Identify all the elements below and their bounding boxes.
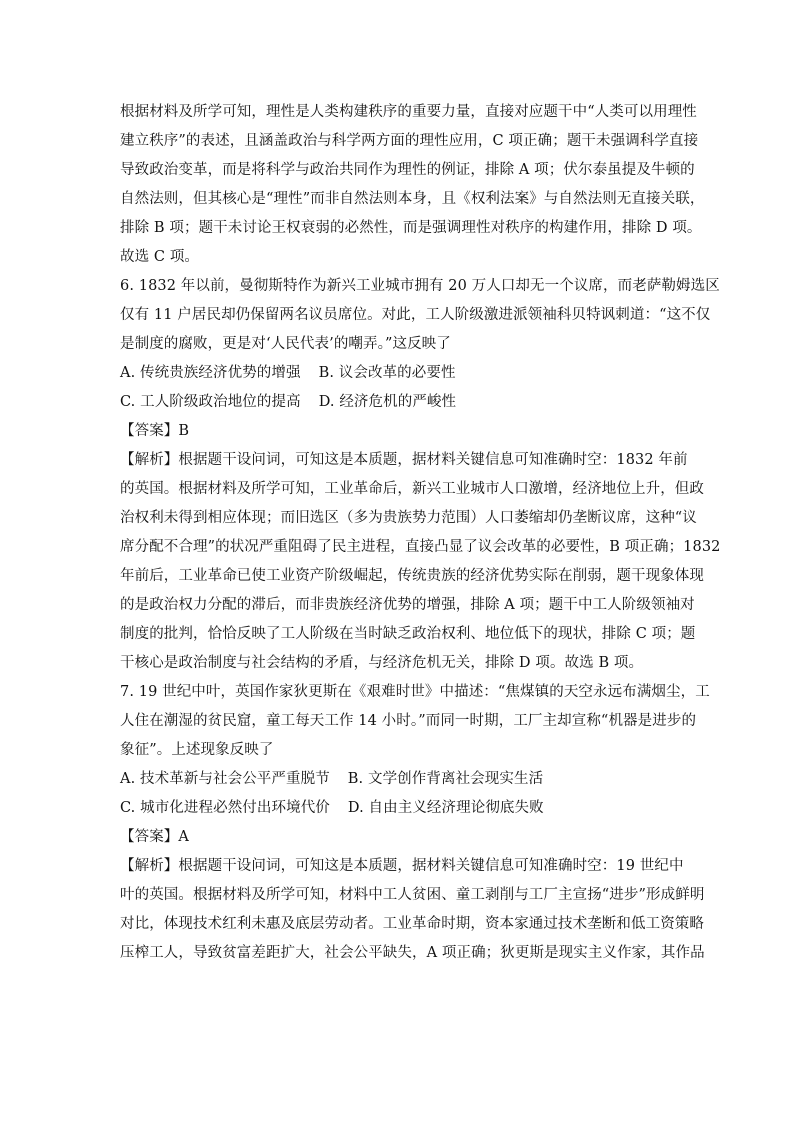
paragraph-line: 自然法则，但其核心是“理性”而非自然法则本身，且《权利法案》与自然法则无直接关联， [120,191,705,207]
analysis-line: 的英国。根据材料及所学可知，工业革命后，新兴工业城市人口激增，经济地位上升，但政 [120,481,704,497]
analysis-line: 治权利未得到相应体现；而旧选区（多为贵族势力范围）人口萎缩却仍垄断议席，这种“议 [120,510,697,526]
option-row [120,359,680,388]
paragraph-line: 导致政治变革，而是将科学与政治共同作为理性的例证，排除 A 项；伏尔泰虽提及牛顿的 [120,162,695,178]
question-7 [120,678,710,968]
option-b: B. 议会改革的必要性 [318,365,456,381]
option-d: D. 自由主义经济理论彻底失败 [347,800,544,816]
question-stem-line: 人住在潮湿的贫民窟，童工每天工作 14 小时。”而同一时期，工厂主却宣称“机器是进步的 [120,713,697,729]
analysis-line: 干核心是政治制度与社会结构的矛盾，与经济危机无关，排除 D 项。故选 B 项。 [120,655,644,671]
analysis-line: 叶的英国。根据材料及所学可知，材料中工人贫困、童工剥削与工厂主宣扬“进步”形成鲜明 [120,887,705,903]
question-stem-line: 仅有 11 户居民却仍保留两名议员席位。对此，工人阶级激进派领袖科贝特讽刺道：“这不仅 [120,307,711,323]
analysis-line: 的是政治权力分配的滞后，而非贵族经济优势的增强，排除 A 项；题干中工人阶级领袖对 [120,597,695,613]
question-stem-line: 象征”。上述现象反映了 [120,742,274,758]
option-c: C. 工人阶级政治地位的提高 [120,394,301,410]
paragraph-line: 故选 C 项。 [120,249,200,265]
analysis-line: 年前后，工业革命已使工业资产阶级崛起，传统贵族的经济优势实际在削弱，题干现象体现 [120,568,704,584]
option-c: C. 城市化进程必然付出环境代价 [120,800,330,816]
q5-analysis-continuation [120,98,705,272]
option-row [120,765,680,794]
answer-line: 【答案】B [120,423,190,439]
analysis-line: 【解析】根据题干设问词，可知这是本质题，据材料关键信息可知准确时空：19 世纪中 [120,858,684,874]
analysis-line: 对比，体现技术红利未惠及底层劳动者。工业革命时期，资本家通过技术垄断和低工资策略 [120,916,704,932]
question-6 [120,272,721,678]
analysis-line: 【解析】根据题干设问词，可知这是本质题，据材料关键信息可知准确时空：1832 年前 [120,452,688,468]
answer-line: 【答案】A [120,829,189,845]
document-page [120,98,721,968]
question-stem-line: 7. 19 世纪中叶，英国作家狄更斯在《艰难时世》中描述：“焦煤镇的天空永远布满烟尘，工 [120,684,710,700]
analysis-line: 席分配不合理”的状况严重阻碍了民主进程，直接凸显了议会改革的必要性，B 项正确；1832 [120,539,721,555]
option-d: D. 经济危机的严峻性 [318,394,457,410]
paragraph-line: 建立秩序”的表述，且涵盖政治与科学两方面的理性应用，C 项正确；题干未强调科学直接 [120,133,699,149]
question-stem-line: 6. 1832 年以前，曼彻斯特作为新兴工业城市拥有 20 万人口却无一个议席，而老萨勒姆选区 [120,278,720,294]
option-a: A. 技术革新与社会公平严重脱节 [120,771,330,787]
option-row [120,388,680,417]
option-b: B. 文学创作背离社会现实生活 [347,771,544,787]
option-row [120,794,680,823]
question-stem-line: 是制度的腐败，更是对‘人民代表’的嘲弄。”这反映了 [120,336,451,352]
paragraph-line: 排除 B 项；题干未讨论王权衰弱的必然性，而是强调理性对秩序的构建作用，排除 D 项。 [120,220,702,236]
option-a: A. 传统贵族经济优势的增强 [120,365,301,381]
paragraph-line: 根据材料及所学可知，理性是人类构建秩序的重要力量，直接对应题干中“人类可以用理性 [120,104,697,120]
analysis-line: 压榨工人，导致贫富差距扩大，社会公平缺失，A 项正确；狄更斯是现实主义作家，其作品 [120,945,705,961]
analysis-line: 制度的批判，恰恰反映了工人阶级在当时缺乏政治权利、地位低下的现状，排除 C 项；题 [120,626,696,642]
